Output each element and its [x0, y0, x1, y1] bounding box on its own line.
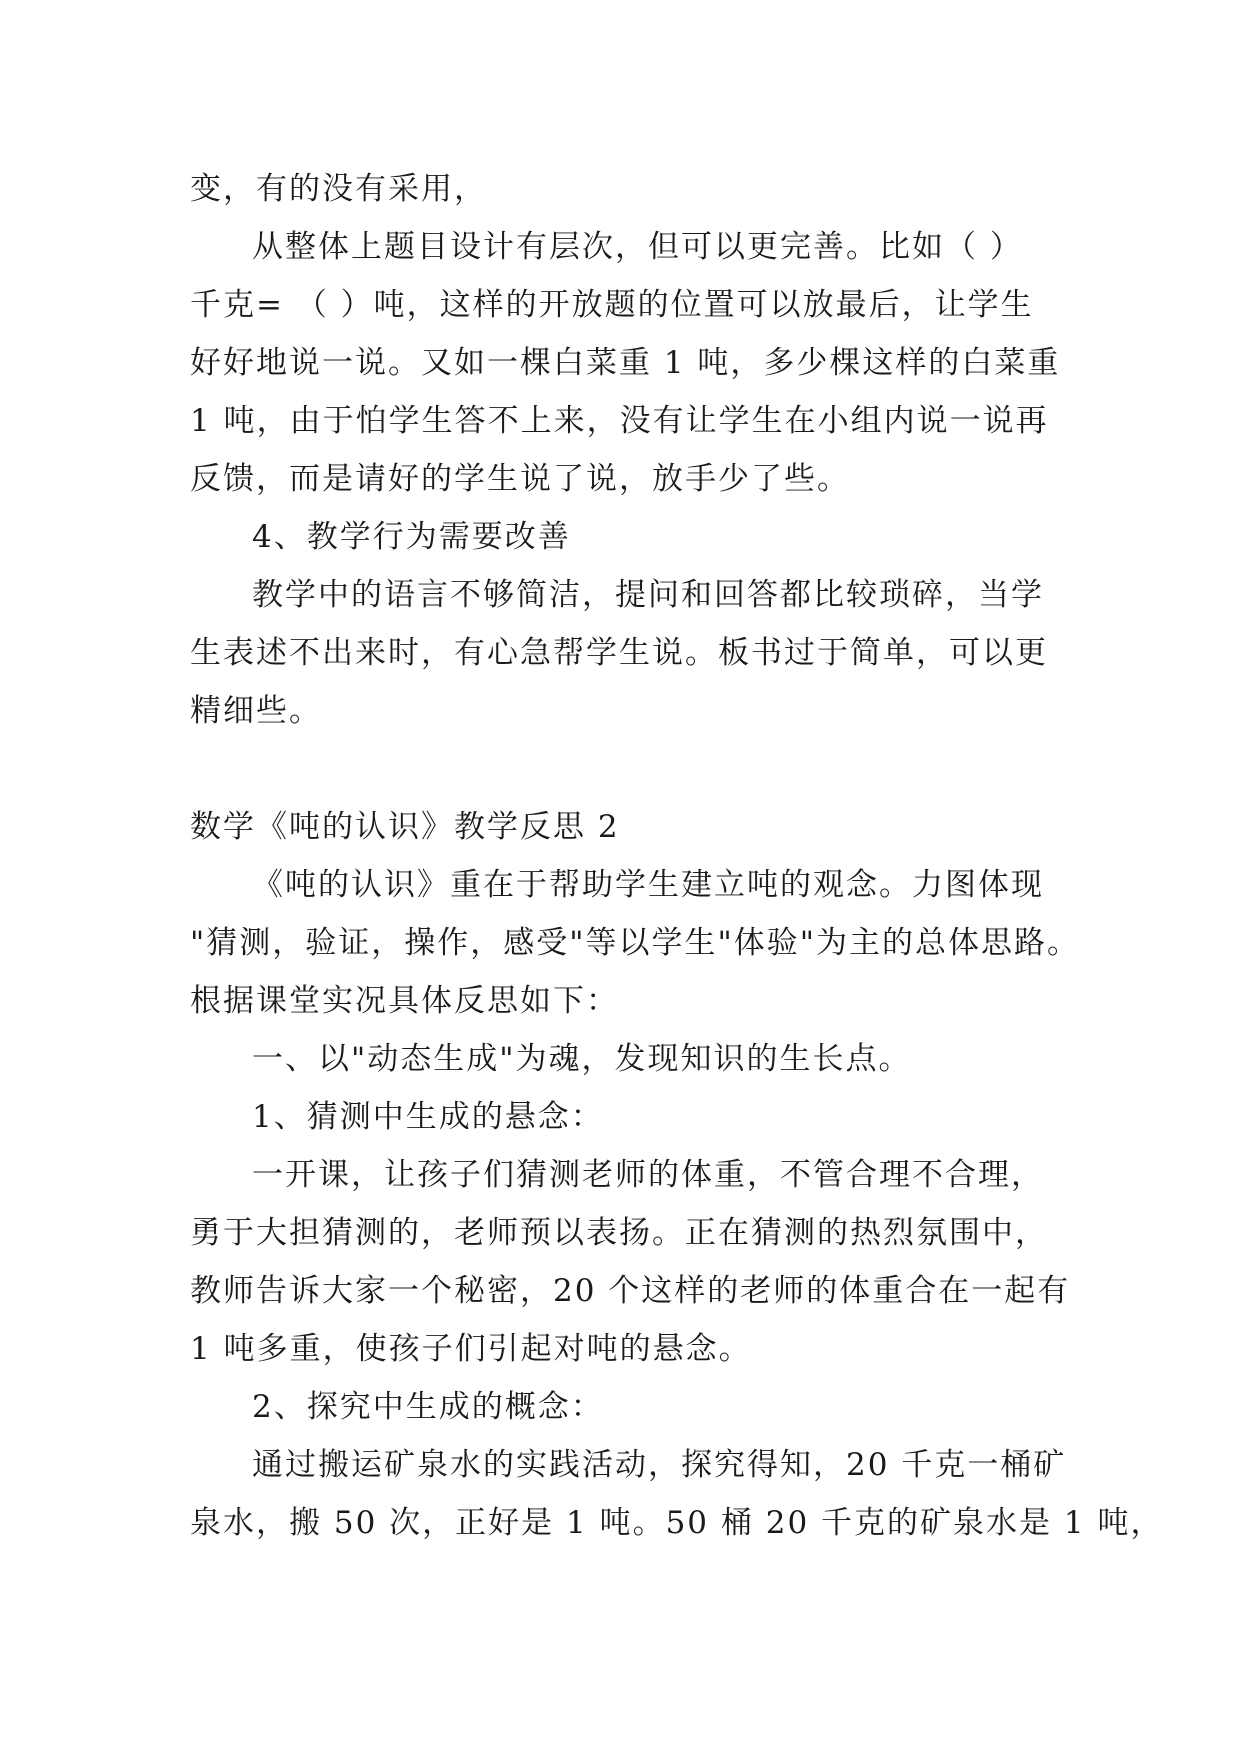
paragraph-line: 从整体上题目设计有层次，但可以更完善。比如（ ）	[252, 229, 1023, 265]
paragraph-line: 1 吨，由于怕学生答不上来，没有让学生在小组内说一说再	[190, 403, 1049, 439]
paragraph-line: 生表述不出来时，有心急帮学生说。板书过于简单，可以更	[190, 635, 1048, 671]
subheading: 4、教学行为需要改善	[252, 519, 571, 555]
paragraph-line: 一开课，让孩子们猜测老师的体重，不管合理不合理，	[252, 1157, 1044, 1193]
paragraph-line: 根据课堂实况具体反思如下：	[190, 983, 619, 1019]
paragraph-line: "猜测，验证，操作，感受"等以学生"体验"为主的总体思路。	[190, 925, 1081, 961]
paragraph-line: 1 吨多重，使孩子们引起对吨的悬念。	[190, 1331, 752, 1367]
paragraph-line: 教学中的语言不够简洁，提问和回答都比较琐碎，当学	[252, 577, 1044, 613]
paragraph-line: 反馈，而是请好的学生说了说，放手少了些。	[190, 461, 850, 497]
paragraph-line: 通过搬运矿泉水的实践活动，探究得知，20 千克一桶矿	[252, 1447, 1067, 1483]
document-page	[190, 160, 1164, 1552]
paragraph-line: 泉水，搬 50 次，正好是 1 吨。50 桶 20 千克的矿泉水是 1 吨，	[190, 1505, 1164, 1541]
paragraph-line: 勇于大担猜测的，老师预以表扬。正在猜测的热烈氛围中，	[190, 1215, 1048, 1251]
paragraph-line: 千克= （ ）吨，这样的开放题的位置可以放最后，让学生	[190, 287, 1034, 323]
section-gap	[190, 740, 1060, 798]
paragraph-line: 教师告诉大家一个秘密，20 个这样的老师的体重合在一起有	[190, 1273, 1071, 1309]
subheading: 2、探究中生成的概念：	[252, 1389, 604, 1425]
subheading: 一、以"动态生成"为魂，发现知识的生长点。	[252, 1041, 912, 1077]
subheading: 1、猜测中生成的悬念：	[252, 1099, 604, 1135]
paragraph-line: 《吨的认识》重在于帮助学生建立吨的观念。力图体现	[252, 867, 1044, 903]
paragraph-line: 好好地说一说。又如一棵白菜重 1 吨，多少棵这样的白菜重	[190, 345, 1061, 381]
paragraph-line: 变，有的没有采用，	[190, 171, 487, 207]
section-heading: 数学《吨的认识》教学反思 2	[190, 809, 620, 845]
paragraph-line: 精细些。	[190, 693, 322, 729]
